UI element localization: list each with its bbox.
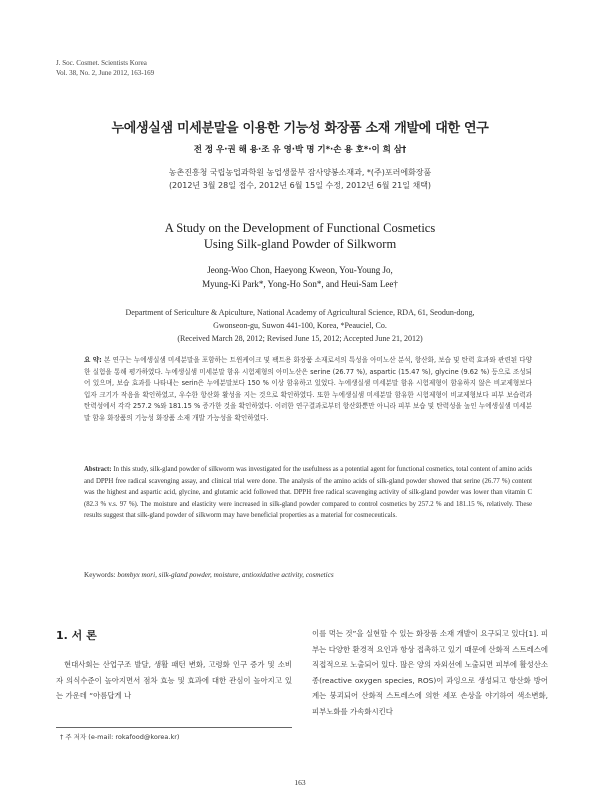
- journal-volume: Vol. 38, No. 2, June 2012, 163-169: [56, 69, 155, 77]
- english-abstract-text: In this study, silk-gland powder of silkworm was investigated for the usefulness as a potential agent for functional cosmetics, total content of amino acids and DPPH free radical scavenging assay, and clinical trial were done. The analysis of the amino acids of silk-gland powder showed that serine (26.77 %) content was the highest and aspartic acid, glycine, and glutamic acid followed that. DPPH free radical scavenging activity of silk-gland powder was lower than vitamin C (82.3 % v.s. 97 %). The moisture and elasticity were increased in silk-gland powder compared to control cosmetics by 257.2 % and 181.15 %, relatively. These results suggest that silk-gland powder of silkworm may have beneficial properties as a material for cosmeceuticals.: [84, 466, 532, 520]
- footnote: † 주 저자 (e-mail: rokafood@korea.kr): [60, 733, 180, 741]
- korean-abstract-label: 요 약:: [84, 356, 102, 364]
- korean-affiliation-block: [0, 166, 600, 192]
- korean-abstract: [84, 355, 532, 424]
- english-abstract-label: Abstract:: [84, 466, 112, 473]
- korean-abstract-text: 본 연구는 누에생실샘 미세분말을 포함하는 트윈케이크 및 팩트용 화장품 소재로서의 특성을 아미노산 분석, 항산화, 보습 및 탄력 효과와 관련된 다양한 실험을 통해 평가하였다. 누에생실샘 미세분말 함유 시험제형의 아미노산은 serine (26.77 %), aspartic (15.47 %), glycine (9.62 %) 등으로 조성되어 있으며, 보습 효과를 나타내는 serin은 누에분말보다 150 % 이상 함유하고 있었다. 누에생실샘 미세분말 함유 시험제형이 함유하지 않은 비교제형보다 입자 크기가 작음을 확인하였고, 우수한 항산화 활성을 지는 것으로 확인하였다. 또한 누에생실샘 미세분말 함유한 시험제형이 비교제형보다 피부 보습력과 탄력성에서 각각 257.2 %와 181.15 % 증가한 것을 확인하였다. 이러한 연구결과로부터 항산화뿐만 아니라 피부 보습 및 탄력성을 높인 누에생실샘 미세분말 함유 화장품의 기능성 화장품 소재 개발 가능성을 확인하였다.: [84, 356, 533, 422]
- intro-right-column: 이를 먹는 것”을 실현할 수 있는 화장품 소재 개발이 요구되고 있다[1]. 피부는 다양한 환경적 요인과 항상 접촉하고 있기 때문에 산화적 스트레스에 직접적으로 노출되어 있다. 많은 양의 자외선에 노출되면 피부에 활성산소종(reactive oxygen species, ROS)이 과잉으로 생성되고 항산화 방어계는 붕괴되어 산화적 스트레스에 의한 세포 손상을 야기하여 색소변화, 피부노화를 가속화시킨다: [312, 629, 548, 716]
- intro-left-column: 현대사회는 산업구조 발달, 생활 패턴 변화, 고령화 인구 증가 및 소비자 의식수준이 높아지면서 점차 효능 및 효과에 대한 관심이 높아지고 있는 가운데 “아름답게 나: [56, 660, 292, 701]
- korean-dates: (2012년 3월 28일 접수, 2012년 6월 15일 수정, 2012년 6월 21일 채택): [168, 181, 432, 190]
- english-affiliation-block: [60, 306, 540, 345]
- section-heading-introduction: 1. 서 론: [56, 629, 97, 642]
- page-number: 163: [294, 778, 306, 787]
- english-authors-line1: Jeong-Woo Chon, Haeyong Kweon, You-Young Jo,: [207, 265, 393, 275]
- journal-name: J. Soc. Cosmet. Scientists Korea: [56, 59, 147, 67]
- english-abstract: [84, 464, 532, 522]
- keywords-label: Keywords:: [84, 571, 116, 579]
- english-title: [0, 220, 600, 252]
- korean-affiliation: 농촌진흥청 국립농업과학원 농업생물부 잠사양봉소재과, *(주)포러에화장품: [168, 168, 432, 177]
- journal-header: [56, 58, 154, 78]
- english-dates: (Received March 28, 2012; Revised June 15, 2012; Accepted June 21, 2012): [177, 334, 423, 343]
- english-authors: [0, 263, 600, 291]
- keywords-text: bombyx mori, silk-gland powder, moisture, antioxidative activity, cosmetics: [117, 571, 334, 579]
- english-affiliation-line2: Gwonseon-gu, Suwon 441-100, Korea, *Peauciel, Co.: [213, 321, 387, 330]
- korean-authors: 전 정 우·권 해 용·조 유 영·박 명 기*·손 용 호*·이 희 삼†: [193, 145, 407, 155]
- footnote-divider: [56, 727, 292, 728]
- keywords: [84, 571, 532, 579]
- english-title-line2: Using Silk-gland Powder of Silkworm: [203, 237, 397, 251]
- english-affiliation-line1: Department of Sericulture & Apiculture, National Academy of Agricultural Science, RDA, 61, Seodun-dong,: [125, 308, 475, 317]
- english-title-line1: A Study on the Development of Functional Cosmetics: [164, 221, 436, 235]
- english-authors-line2: Myung-Ki Park*, Yong-Ho Son*, and Heui-Sam Lee†: [202, 279, 398, 289]
- korean-title: 누에생실샘 미세분말을 이용한 기능성 화장품 소재 개발에 대한 연구: [111, 121, 489, 136]
